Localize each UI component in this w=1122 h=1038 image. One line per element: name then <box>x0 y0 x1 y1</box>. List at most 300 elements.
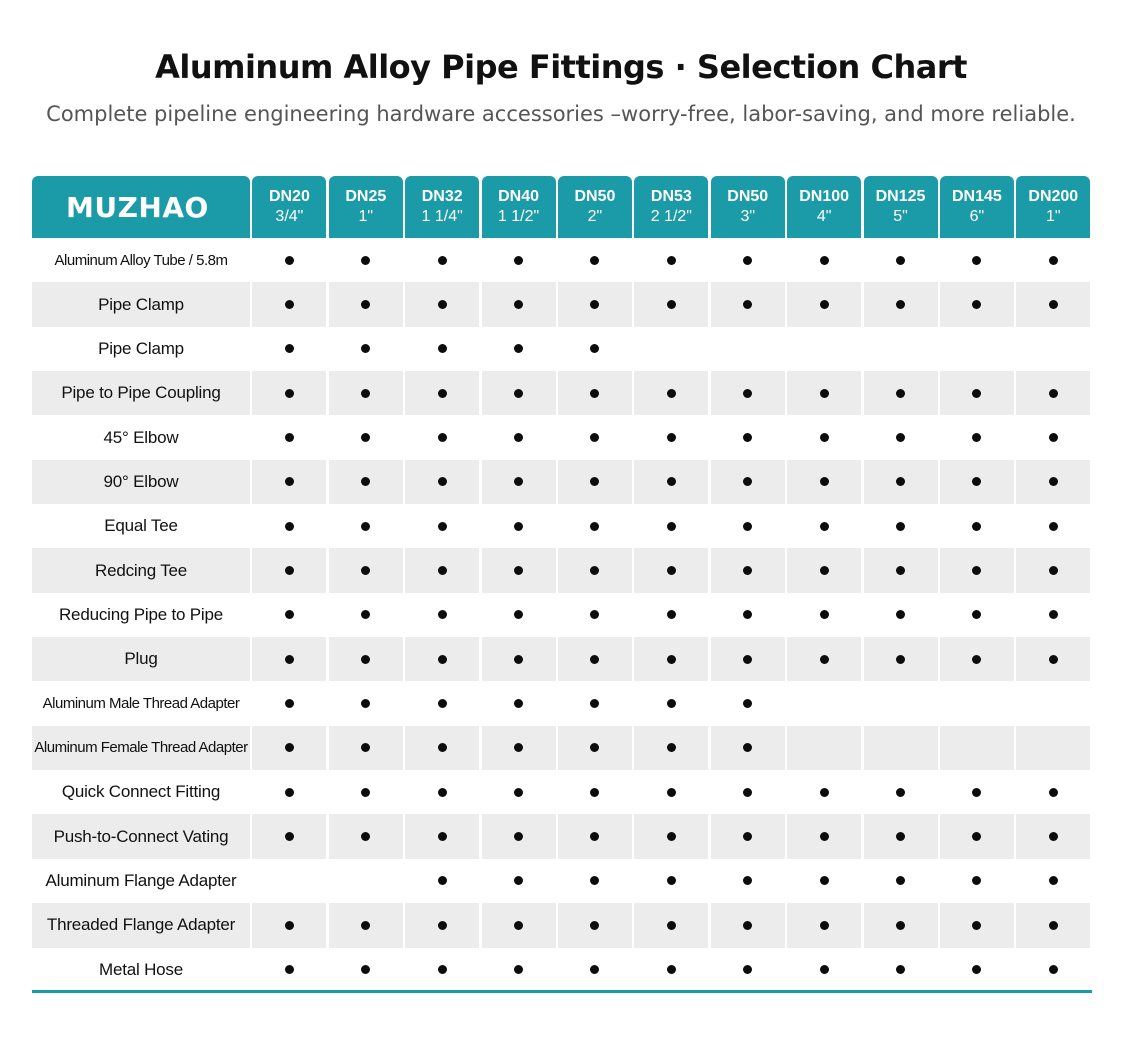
available-dot-icon <box>438 389 447 398</box>
available-dot-icon <box>361 389 370 398</box>
available-dot-icon <box>667 300 676 309</box>
available-dot-icon <box>1049 788 1058 797</box>
availability-cell <box>252 593 326 637</box>
available-dot-icon <box>667 433 676 442</box>
table-row <box>32 371 1092 415</box>
available-dot-icon <box>667 965 676 974</box>
availability-cell <box>940 238 1014 282</box>
availability-cell <box>711 770 785 814</box>
availability-cell <box>329 238 403 282</box>
available-dot-icon <box>896 832 905 841</box>
available-dot-icon <box>743 921 752 930</box>
availability-cell <box>940 282 1014 326</box>
availability-cell <box>558 814 632 858</box>
row-product-name: Pipe Clamp <box>32 282 250 326</box>
column-header <box>787 176 861 238</box>
availability-cell <box>558 282 632 326</box>
availability-cell <box>1016 504 1090 548</box>
available-dot-icon <box>972 389 981 398</box>
availability-cell <box>329 814 403 858</box>
availability-cell <box>329 637 403 681</box>
availability-cell <box>711 327 785 371</box>
column-dn-label: DN40 <box>498 188 540 205</box>
available-dot-icon <box>896 522 905 531</box>
availability-cell <box>940 637 1014 681</box>
availability-cell <box>558 948 632 992</box>
available-dot-icon <box>667 788 676 797</box>
row-product-name: Aluminum Female Thread Adapter <box>32 726 250 770</box>
availability-cell <box>405 903 479 947</box>
available-dot-icon <box>361 522 370 531</box>
available-dot-icon <box>285 655 294 664</box>
available-dot-icon <box>743 699 752 708</box>
availability-cell <box>711 504 785 548</box>
available-dot-icon <box>896 566 905 575</box>
availability-cell <box>482 327 556 371</box>
availability-cell <box>1016 814 1090 858</box>
table-row <box>32 238 1092 282</box>
column-header <box>252 176 326 238</box>
available-dot-icon <box>896 300 905 309</box>
availability-cell <box>787 327 861 371</box>
availability-cell <box>482 726 556 770</box>
row-product-name: Plug <box>32 637 250 681</box>
available-dot-icon <box>896 788 905 797</box>
available-dot-icon <box>285 300 294 309</box>
availability-cell <box>864 948 938 992</box>
column-header <box>940 176 1014 238</box>
available-dot-icon <box>514 477 523 486</box>
column-dn-label: DN32 <box>421 188 463 205</box>
available-dot-icon <box>896 965 905 974</box>
available-dot-icon <box>820 965 829 974</box>
column-dn-label: DN20 <box>268 188 310 205</box>
available-dot-icon <box>438 477 447 486</box>
available-dot-icon <box>667 522 676 531</box>
availability-cell <box>634 415 708 459</box>
availability-cell <box>252 948 326 992</box>
table-row <box>32 548 1092 592</box>
column-header <box>482 176 556 238</box>
available-dot-icon <box>896 433 905 442</box>
available-dot-icon <box>972 566 981 575</box>
available-dot-icon <box>820 300 829 309</box>
column-inch-label: 1 1/2" <box>497 208 540 225</box>
availability-cell <box>482 460 556 504</box>
availability-cell <box>329 859 403 903</box>
column-inch-label: 6" <box>969 208 985 225</box>
availability-cell <box>252 504 326 548</box>
available-dot-icon <box>438 921 447 930</box>
available-dot-icon <box>743 655 752 664</box>
available-dot-icon <box>590 256 599 265</box>
available-dot-icon <box>972 256 981 265</box>
row-product-name: Push-to-Connect Vating <box>32 814 250 858</box>
availability-cell <box>787 460 861 504</box>
availability-cell <box>329 460 403 504</box>
availability-cell <box>1016 770 1090 814</box>
availability-cell <box>558 415 632 459</box>
available-dot-icon <box>590 832 599 841</box>
availability-cell <box>1016 903 1090 947</box>
availability-cell <box>252 726 326 770</box>
availability-cell <box>940 948 1014 992</box>
column-dn-label: DN100 <box>799 188 850 205</box>
table-row <box>32 681 1092 725</box>
availability-cell <box>252 238 326 282</box>
availability-cell <box>711 593 785 637</box>
available-dot-icon <box>514 743 523 752</box>
availability-cell <box>787 637 861 681</box>
available-dot-icon <box>361 433 370 442</box>
available-dot-icon <box>1049 832 1058 841</box>
availability-cell <box>482 859 556 903</box>
availability-cell <box>787 548 861 592</box>
availability-cell <box>558 726 632 770</box>
available-dot-icon <box>743 256 752 265</box>
row-product-name: Aluminum Flange Adapter <box>45 870 237 890</box>
availability-cell <box>558 770 632 814</box>
column-inch-label: 4" <box>816 208 832 225</box>
availability-cell <box>329 415 403 459</box>
availability-cell <box>711 415 785 459</box>
available-dot-icon <box>438 256 447 265</box>
availability-cell <box>940 814 1014 858</box>
table-row <box>32 282 1092 326</box>
availability-cell <box>864 415 938 459</box>
availability-cell <box>482 681 556 725</box>
row-product-name: Redcing Tee <box>32 548 250 592</box>
available-dot-icon <box>667 389 676 398</box>
availability-cell <box>940 681 1014 725</box>
table-row <box>32 327 1092 371</box>
available-dot-icon <box>438 655 447 664</box>
available-dot-icon <box>1049 522 1058 531</box>
availability-cell <box>940 327 1014 371</box>
available-dot-icon <box>896 876 905 885</box>
availability-cell <box>1016 548 1090 592</box>
availability-cell <box>405 593 479 637</box>
availability-cell <box>482 238 556 282</box>
available-dot-icon <box>896 477 905 486</box>
availability-cell <box>252 282 326 326</box>
availability-cell <box>329 327 403 371</box>
row-product-name: Pipe Clamp <box>98 338 184 358</box>
availability-cell <box>634 726 708 770</box>
available-dot-icon <box>590 788 599 797</box>
available-dot-icon <box>820 522 829 531</box>
available-dot-icon <box>361 743 370 752</box>
availability-cell <box>558 903 632 947</box>
availability-cell <box>787 814 861 858</box>
available-dot-icon <box>514 433 523 442</box>
column-header <box>1016 176 1090 238</box>
availability-cell <box>940 770 1014 814</box>
available-dot-icon <box>1049 433 1058 442</box>
availability-cell <box>1016 593 1090 637</box>
availability-cell <box>482 415 556 459</box>
availability-cell <box>329 593 403 637</box>
table-row <box>32 814 1092 858</box>
availability-cell <box>482 814 556 858</box>
availability-cell <box>787 903 861 947</box>
availability-cell <box>252 548 326 592</box>
available-dot-icon <box>972 522 981 531</box>
available-dot-icon <box>667 256 676 265</box>
available-dot-icon <box>361 921 370 930</box>
available-dot-icon <box>514 256 523 265</box>
column-inch-label: 1" <box>358 208 374 225</box>
availability-cell <box>482 948 556 992</box>
availability-cell <box>940 415 1014 459</box>
availability-cell <box>940 504 1014 548</box>
availability-cell <box>711 948 785 992</box>
row-product-name: Aluminum Male Thread Adapter <box>42 695 240 713</box>
available-dot-icon <box>285 522 294 531</box>
availability-cell <box>864 282 938 326</box>
available-dot-icon <box>972 876 981 885</box>
availability-cell <box>787 504 861 548</box>
table-row <box>32 593 1092 637</box>
available-dot-icon <box>820 832 829 841</box>
table-body <box>32 238 1092 992</box>
available-dot-icon <box>1049 477 1058 486</box>
availability-cell <box>558 371 632 415</box>
availability-cell <box>787 948 861 992</box>
available-dot-icon <box>590 300 599 309</box>
availability-cell <box>252 814 326 858</box>
availability-cell <box>864 504 938 548</box>
table-row <box>32 415 1092 459</box>
available-dot-icon <box>743 832 752 841</box>
available-dot-icon <box>820 655 829 664</box>
table-header-row <box>32 176 1092 238</box>
availability-cell <box>864 859 938 903</box>
availability-cell <box>864 548 938 592</box>
column-inch-label: 2 1/2" <box>650 208 692 225</box>
column-inch-label: 5" <box>893 208 908 225</box>
availability-cell <box>405 371 479 415</box>
available-dot-icon <box>743 876 752 885</box>
availability-cell <box>787 415 861 459</box>
available-dot-icon <box>1049 610 1058 619</box>
availability-cell <box>1016 637 1090 681</box>
availability-cell <box>634 593 708 637</box>
available-dot-icon <box>743 965 752 974</box>
availability-cell <box>252 460 326 504</box>
availability-cell <box>787 726 861 770</box>
table-row <box>32 504 1092 548</box>
available-dot-icon <box>743 389 752 398</box>
available-dot-icon <box>285 743 294 752</box>
availability-cell <box>711 637 785 681</box>
availability-cell <box>1016 948 1090 992</box>
availability-cell <box>482 770 556 814</box>
availability-cell <box>1016 726 1090 770</box>
available-dot-icon <box>361 256 370 265</box>
availability-cell <box>482 637 556 681</box>
availability-cell <box>940 460 1014 504</box>
available-dot-icon <box>285 965 294 974</box>
availability-cell <box>864 681 938 725</box>
available-dot-icon <box>285 788 294 797</box>
availability-cell <box>558 548 632 592</box>
available-dot-icon <box>667 477 676 486</box>
availability-cell <box>329 726 403 770</box>
available-dot-icon <box>820 433 829 442</box>
available-dot-icon <box>590 344 599 353</box>
availability-cell <box>482 593 556 637</box>
available-dot-icon <box>896 610 905 619</box>
table-row <box>32 637 1092 681</box>
column-dn-label: DN50 <box>727 188 769 205</box>
available-dot-icon <box>590 699 599 708</box>
availability-cell <box>864 460 938 504</box>
availability-cell <box>558 637 632 681</box>
available-dot-icon <box>972 610 981 619</box>
available-dot-icon <box>667 655 676 664</box>
availability-cell <box>558 238 632 282</box>
available-dot-icon <box>361 566 370 575</box>
column-dn-label: DN53 <box>650 188 692 205</box>
availability-cell <box>711 814 785 858</box>
available-dot-icon <box>438 344 447 353</box>
availability-cell <box>634 681 708 725</box>
row-product-name: Equal Tee <box>104 516 178 536</box>
availability-cell <box>940 903 1014 947</box>
availability-cell <box>787 770 861 814</box>
availability-cell <box>634 814 708 858</box>
column-inch-label: 2" <box>587 208 603 225</box>
availability-cell <box>405 681 479 725</box>
available-dot-icon <box>361 832 370 841</box>
availability-cell <box>634 238 708 282</box>
availability-cell <box>711 903 785 947</box>
availability-cell <box>405 238 479 282</box>
availability-cell <box>252 681 326 725</box>
available-dot-icon <box>667 832 676 841</box>
table-row <box>32 770 1092 814</box>
available-dot-icon <box>896 921 905 930</box>
available-dot-icon <box>972 788 981 797</box>
column-dn-label: DN145 <box>952 188 1002 205</box>
available-dot-icon <box>438 699 447 708</box>
available-dot-icon <box>514 788 523 797</box>
available-dot-icon <box>896 256 905 265</box>
available-dot-icon <box>1049 300 1058 309</box>
availability-cell <box>711 681 785 725</box>
availability-cell <box>1016 238 1090 282</box>
available-dot-icon <box>590 655 599 664</box>
availability-cell <box>329 371 403 415</box>
row-product-name: Metal Hose <box>99 959 183 979</box>
availability-cell <box>405 327 479 371</box>
available-dot-icon <box>896 389 905 398</box>
available-dot-icon <box>972 921 981 930</box>
available-dot-icon <box>514 344 523 353</box>
availability-cell <box>634 548 708 592</box>
availability-cell <box>329 504 403 548</box>
available-dot-icon <box>438 743 447 752</box>
available-dot-icon <box>667 876 676 885</box>
row-product-name: 90° Elbow <box>32 460 250 504</box>
column-header <box>864 176 938 238</box>
column-header <box>711 176 785 238</box>
available-dot-icon <box>514 921 523 930</box>
availability-cell <box>711 859 785 903</box>
availability-cell <box>634 859 708 903</box>
availability-cell <box>711 548 785 592</box>
available-dot-icon <box>514 300 523 309</box>
availability-cell <box>787 681 861 725</box>
availability-cell <box>634 903 708 947</box>
availability-cell <box>558 460 632 504</box>
available-dot-icon <box>667 699 676 708</box>
available-dot-icon <box>743 610 752 619</box>
available-dot-icon <box>743 788 752 797</box>
row-product-name: Quick Connect Fitting <box>61 782 221 802</box>
available-dot-icon <box>361 477 370 486</box>
availability-cell <box>329 948 403 992</box>
available-dot-icon <box>667 921 676 930</box>
available-dot-icon <box>361 610 370 619</box>
column-dn-label: DN200 <box>1028 188 1079 205</box>
available-dot-icon <box>590 522 599 531</box>
row-product-name: 45° Elbow <box>103 427 179 447</box>
available-dot-icon <box>361 655 370 664</box>
availability-cell <box>864 371 938 415</box>
availability-cell <box>558 859 632 903</box>
row-product-name: Aluminum Alloy Tube / 5.8m <box>54 251 228 269</box>
available-dot-icon <box>514 832 523 841</box>
availability-cell <box>787 282 861 326</box>
table-row <box>32 460 1092 504</box>
availability-cell <box>864 770 938 814</box>
availability-cell <box>482 548 556 592</box>
availability-cell <box>252 415 326 459</box>
available-dot-icon <box>438 566 447 575</box>
available-dot-icon <box>361 300 370 309</box>
availability-cell <box>634 327 708 371</box>
available-dot-icon <box>285 699 294 708</box>
availability-cell <box>940 726 1014 770</box>
available-dot-icon <box>820 876 829 885</box>
availability-cell <box>1016 371 1090 415</box>
column-inch-label: 3" <box>740 208 756 225</box>
availability-cell <box>252 637 326 681</box>
available-dot-icon <box>820 610 829 619</box>
available-dot-icon <box>820 477 829 486</box>
selection-table <box>32 176 1092 992</box>
available-dot-icon <box>438 610 447 619</box>
available-dot-icon <box>514 876 523 885</box>
table-row <box>32 859 1092 903</box>
available-dot-icon <box>590 477 599 486</box>
available-dot-icon <box>896 655 905 664</box>
availability-cell <box>405 637 479 681</box>
availability-cell <box>1016 460 1090 504</box>
available-dot-icon <box>820 921 829 930</box>
row-product-name: Reducing Pipe to Pipe <box>58 604 224 624</box>
availability-cell <box>940 371 1014 415</box>
available-dot-icon <box>514 699 523 708</box>
availability-cell <box>634 460 708 504</box>
availability-cell <box>1016 282 1090 326</box>
available-dot-icon <box>743 743 752 752</box>
availability-cell <box>405 859 479 903</box>
available-dot-icon <box>820 256 829 265</box>
availability-cell <box>787 371 861 415</box>
